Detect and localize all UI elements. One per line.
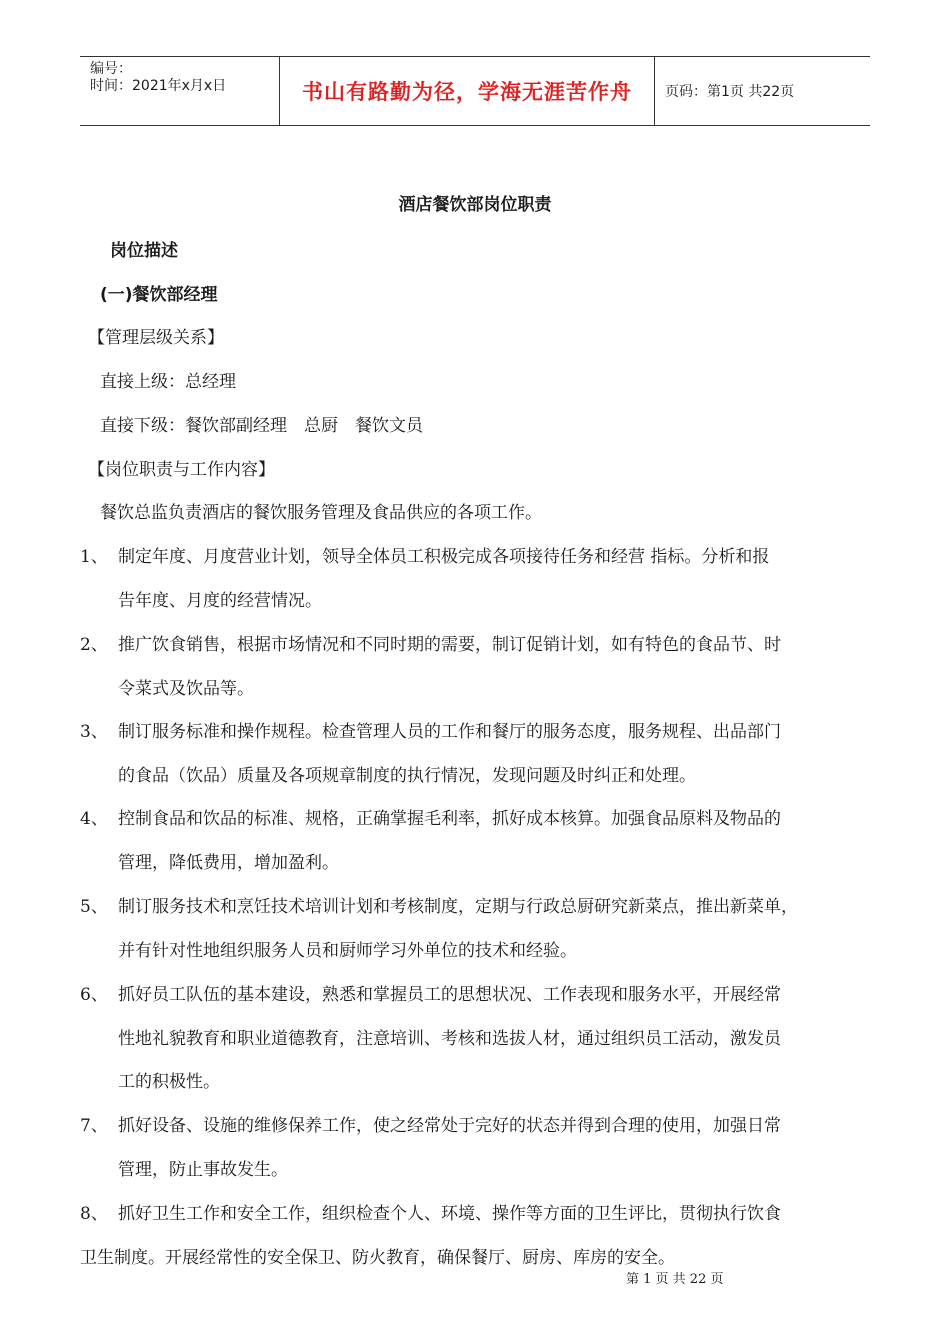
item-line: 制订服务标准和操作规程。检查管理人员的工作和餐厅的服务态度，服务规程、出品部门 <box>118 722 781 742</box>
item-number: 3、 <box>80 722 108 742</box>
number-label: 编号： <box>90 61 132 77</box>
item-line: 管理，防止事故发生。 <box>118 1160 288 1180</box>
header-meta <box>80 57 280 125</box>
item-line: 抓好设备、设施的维修保养工作，使之经常处于完好的状态并得到合理的使用，加强日常 <box>118 1116 781 1136</box>
page-footer: 第 1 页 共 22 页 <box>626 1272 724 1287</box>
superior-line: 直接上级：总经理 <box>100 372 236 392</box>
section-heading: 岗位描述 <box>110 241 178 261</box>
subordinate-line: 直接下级：餐饮部副经理 总厨 餐饮文员 <box>100 416 423 436</box>
item-number: 1、 <box>80 547 108 567</box>
item-line: 抓好员工队伍的基本建设，熟悉和掌握员工的思想状况、工作表现和服务水平，开展经常 <box>118 985 781 1005</box>
item-number: 7、 <box>80 1116 108 1136</box>
item-line: 抓好卫生工作和安全工作，组织检查个人、环境、操作等方面的卫生评比，贯彻执行饮食 <box>118 1204 781 1224</box>
document-title: 酒店餐饮部岗位职责 <box>398 195 552 215</box>
intro-line: 餐饮总监负责酒店的餐饮服务管理及食品供应的各项工作。 <box>100 503 542 523</box>
item-line: 的食品（饮品）质量及各项规章制度的执行情况，发现问题及时纠正和处理。 <box>118 766 696 786</box>
item-line: 告年度、月度的经营情况。 <box>118 591 322 611</box>
item-line: 并有针对性地组织服务人员和厨师学习外单位的技术和经验。 <box>118 941 577 961</box>
item-number: 2、 <box>80 635 108 655</box>
item-line: 性地礼貌教育和职业道德教育，注意培训、考核和选拔人材，通过组织员工活动，激发员 <box>118 1029 781 1049</box>
item-line: 令菜式及饮品等。 <box>118 679 254 699</box>
subsection-heading: (一)餐饮部经理 <box>100 285 218 305</box>
header-motto: 书山有路勤为径，学海无涯苦作舟 <box>280 57 655 125</box>
item-line: 工的积极性。 <box>118 1072 220 1092</box>
item-line: 制订服务技术和烹饪技术培训计划和考核制度，定期与行政总厨研究新菜点，推出新菜单， <box>118 897 798 917</box>
item-number: 5、 <box>80 897 108 917</box>
item-line: 管理，降低费用，增加盈利。 <box>118 853 339 873</box>
item-number: 6、 <box>80 985 108 1005</box>
item-line: 卫生制度。开展经常性的安全保卫、防火教育，确保餐厅、厨房、库房的安全。 <box>80 1248 675 1268</box>
item-line: 推广饮食销售，根据市场情况和不同时期的需要，制订促销计划，如有特色的食品节、时 <box>118 635 781 655</box>
time-label: 时间：2021年x月x日 <box>90 78 227 94</box>
item-number: 4、 <box>80 809 108 829</box>
duty-heading: 【岗位职责与工作内容】 <box>88 460 275 480</box>
page-header <box>80 56 870 126</box>
item-number: 8、 <box>80 1204 108 1224</box>
mgmt-heading: 【管理层级关系】 <box>88 328 224 348</box>
item-line: 控制食品和饮品的标准、规格，正确掌握毛利率，抓好成本核算。加强食品原料及物品的 <box>118 809 781 829</box>
header-page-label: 页码：第1页 共22页 <box>665 84 795 100</box>
item-line: 制定年度、月度营业计划，领导全体员工积极完成各项接待任务和经营 指标。分析和报 <box>118 547 770 567</box>
